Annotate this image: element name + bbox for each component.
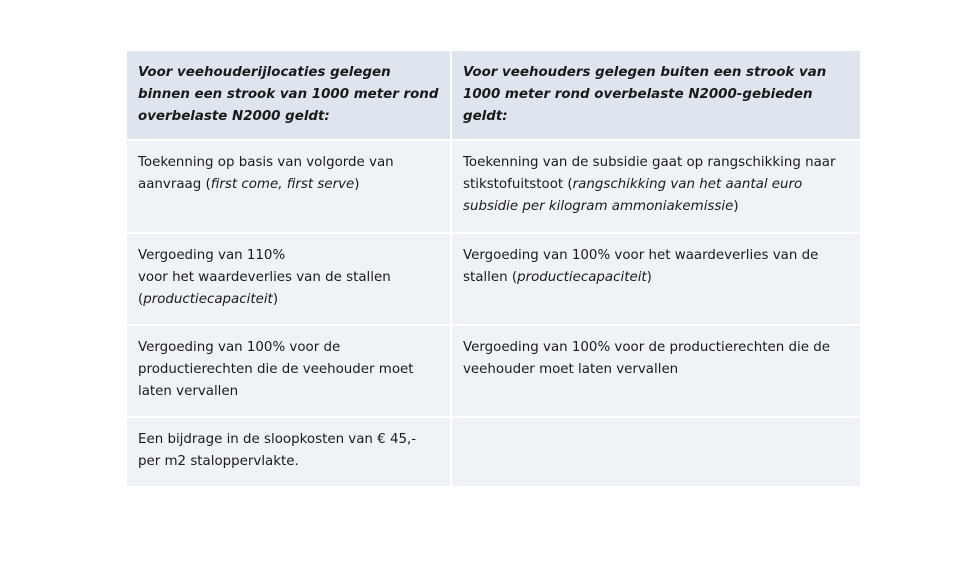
cell-italic-text: productiecapaciteit (143, 292, 273, 307)
cell-text: Toekenning van de subsidie gaat op rangschikking naar stikstofuitstoot ( (463, 155, 836, 192)
cell-text: Vergoeding van 110% (138, 248, 286, 263)
cell-italic-text: rangschikking van het aantal euro subsidie per kilogram ammoniakemissie (463, 177, 803, 214)
comparison-table (127, 51, 860, 486)
cell-text: Vergoeding van 100% voor het waardeverlies van de stallen ( (463, 248, 819, 285)
table-header-row (127, 51, 860, 139)
table-cell (450, 234, 860, 324)
cell-text: ) (272, 292, 279, 307)
cell-text: Toekenning op basis van volgorde van aanvraag ( (138, 155, 394, 192)
header-cell-outside-strip: Voor veehouders gelegen buiten een strook van 1000 meter rond overbelaste N2000-gebieden geldt: (450, 51, 860, 139)
table-row (127, 232, 860, 324)
table-cell: Een bijdrage in de sloopkosten van € 45,- per m2 staloppervlakte. (127, 418, 450, 486)
table-cell (450, 141, 860, 232)
header-cell-inside-strip: Voor veehouderijlocaties gelegen binnen een strook van 1000 meter rond overbelaste N2000 geldt: (127, 51, 450, 139)
table-row (127, 416, 860, 486)
table-row (127, 139, 860, 232)
table-cell (127, 141, 450, 232)
cell-text: ) (646, 270, 652, 285)
table-cell: Vergoeding van 100% voor de productierechten die de veehouder moet laten vervallen (450, 326, 860, 416)
cell-text: ) (733, 199, 739, 214)
cell-text: ) (354, 177, 360, 192)
table-row (127, 324, 860, 416)
table-cell: Vergoeding van 100% voor de productierechten die de veehouder moet laten vervallen (127, 326, 450, 416)
table-cell (127, 234, 450, 324)
cell-italic-text: first come, first serve (210, 177, 355, 192)
cell-text: voor het waardeverlies van de stallen ( (138, 270, 391, 307)
table-cell-empty (450, 418, 860, 486)
cell-italic-text: productiecapaciteit (517, 270, 647, 285)
